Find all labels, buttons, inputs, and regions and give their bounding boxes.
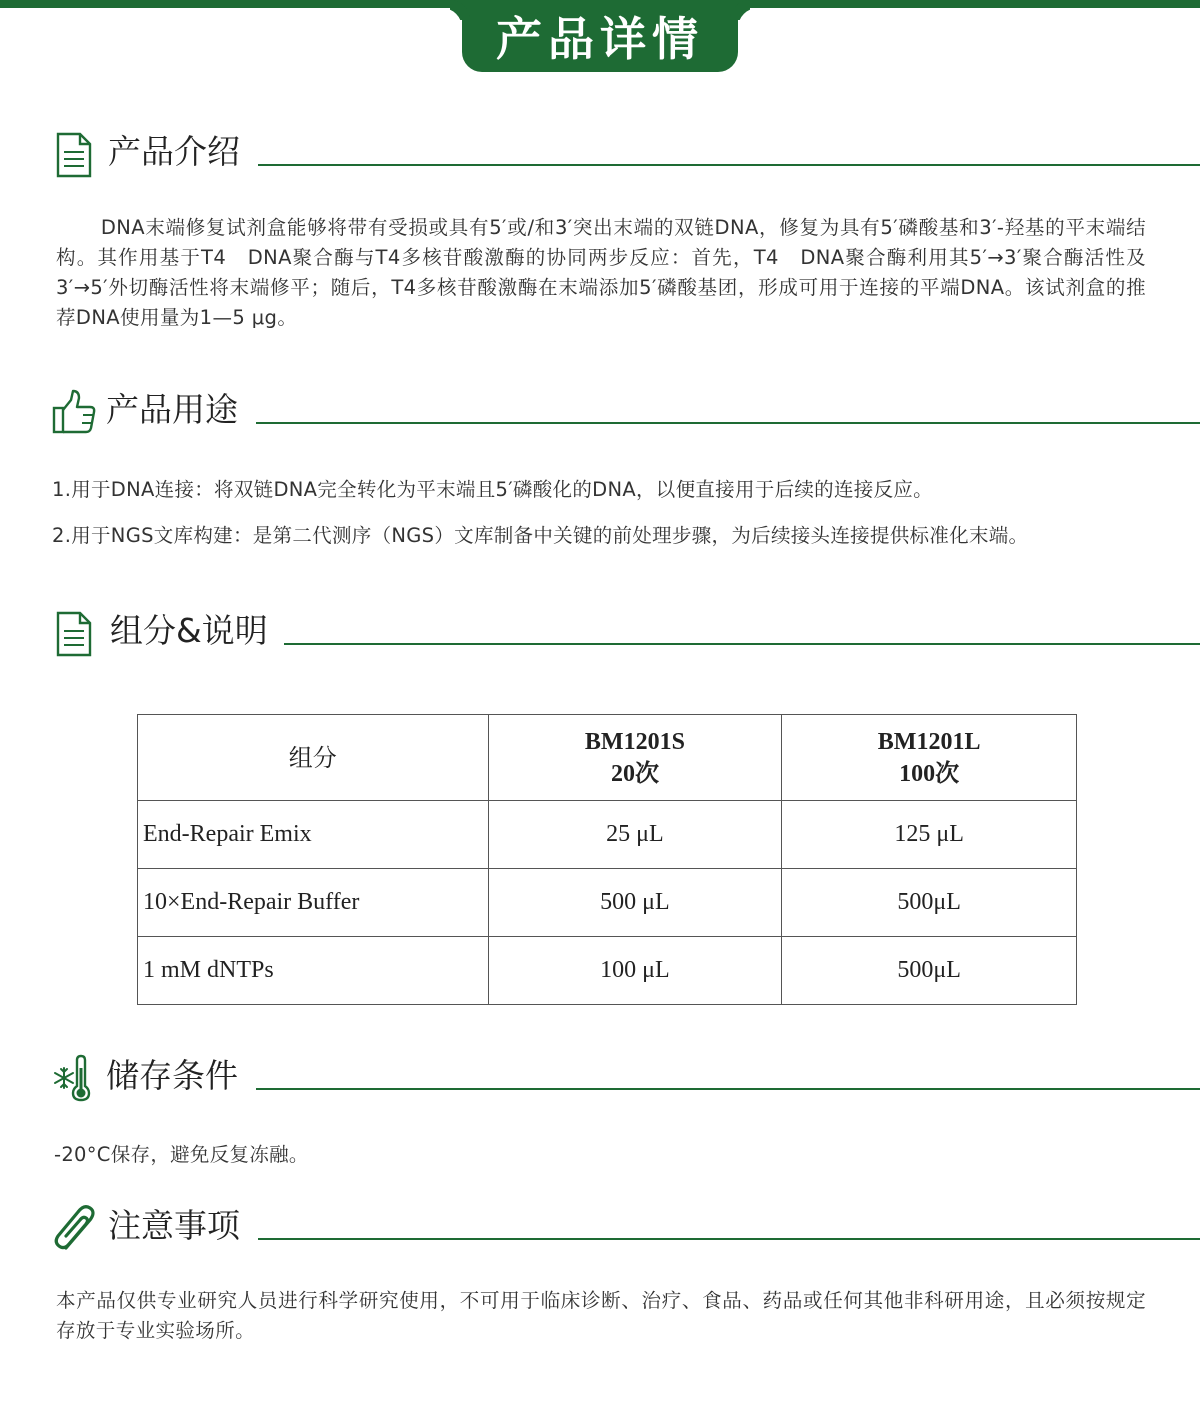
- section-notes-header: [52, 1198, 1200, 1254]
- section-usage-title: 产品用途: [106, 390, 238, 429]
- section-notes-title: 注意事项: [108, 1206, 240, 1245]
- cell-l-volume: 125 μL: [782, 801, 1077, 869]
- cell-l-volume: 500μL: [782, 937, 1077, 1005]
- intro-paragraph: DNA末端修复试剂盒能够将带有受损或具有5′或/和3′突出末端的双链DNA，修复为具有5′磷酸基和3′-羟基的平末端结构。其作用基于T4 DNA聚合酶与T4多核苷酸激酶的协同两步反应：首先，T4 DNA聚合酶利用其5′→3′聚合酶活性及3′→5′外切酶活性将末端修平；随后，T4多核苷酸激酶在末端添加5′磷酸基团，形成可用于连接的平端DNA。该试剂盒的推荐DNA使用量为1—5 μg。: [56, 216, 1146, 329]
- header-component: 组分: [138, 715, 489, 801]
- cell-s-volume: 25 μL: [488, 801, 782, 869]
- section-components-divider: [284, 643, 1200, 645]
- components-table: [137, 714, 1077, 1005]
- paperclip-icon: [52, 1204, 98, 1252]
- document-icon: [52, 130, 98, 178]
- header-bm1201s: [488, 715, 782, 801]
- thumbs-up-icon: [52, 388, 98, 436]
- section-components-title: 组分&说明: [110, 611, 268, 650]
- cell-l-volume: 500μL: [782, 869, 1077, 937]
- usage-item: 2.用于NGS文库构建：是第二代测序（NGS）文库制备中关键的前处理步骤，为后续接头连接提供标准化末端。: [52, 524, 1029, 547]
- table-row: [138, 937, 1077, 1005]
- page-title: 产品详情: [496, 12, 704, 66]
- cell-s-volume: 500 μL: [488, 869, 782, 937]
- section-storage-divider: [256, 1088, 1200, 1090]
- document-icon: [52, 609, 98, 657]
- header-bm1201s-code: BM1201S: [584, 728, 685, 755]
- cell-component-name: 10×End-Repair Buffer: [138, 869, 489, 937]
- header-bm1201l-code: BM1201L: [877, 728, 981, 755]
- notes-paragraph: 本产品仅供专业研究人员进行科学研究使用，不可用于临床诊断、治疗、食品、药品或任何其他非科研用途，且必须按规定存放于专业实验场所。: [56, 1289, 1146, 1342]
- section-intro-title: 产品介绍: [108, 132, 240, 171]
- section-notes-divider: [258, 1238, 1200, 1240]
- section-intro-divider: [258, 164, 1200, 166]
- section-storage-header: [52, 1048, 1200, 1104]
- section-usage-divider: [256, 422, 1200, 424]
- table-row: [138, 869, 1077, 937]
- storage-text: -20°C保存，避免反复冻融。: [54, 1143, 309, 1166]
- section-intro-header: [52, 124, 1200, 180]
- section-storage-title: 储存条件: [106, 1056, 238, 1095]
- header-bm1201l-times: 100次: [899, 760, 960, 787]
- cell-component-name: 1 mM dNTPs: [138, 937, 489, 1005]
- section-components-header: [52, 603, 1200, 659]
- cell-s-volume: 100 μL: [488, 937, 782, 1005]
- table-row: [138, 801, 1077, 869]
- header-bm1201l: [782, 715, 1077, 801]
- section-usage-header: [52, 382, 1200, 438]
- usage-item: 1.用于DNA连接：将双链DNA完全转化为平末端且5′磷酸化的DNA，以便直接用于后续的连接反应。: [52, 478, 933, 501]
- cell-component-name: End-Repair Emix: [138, 801, 489, 869]
- table-header-row: [138, 715, 1077, 801]
- title-tab: [462, 0, 738, 72]
- thermometer-snowflake-icon: [52, 1054, 98, 1102]
- header-bm1201s-times: 20次: [610, 760, 659, 787]
